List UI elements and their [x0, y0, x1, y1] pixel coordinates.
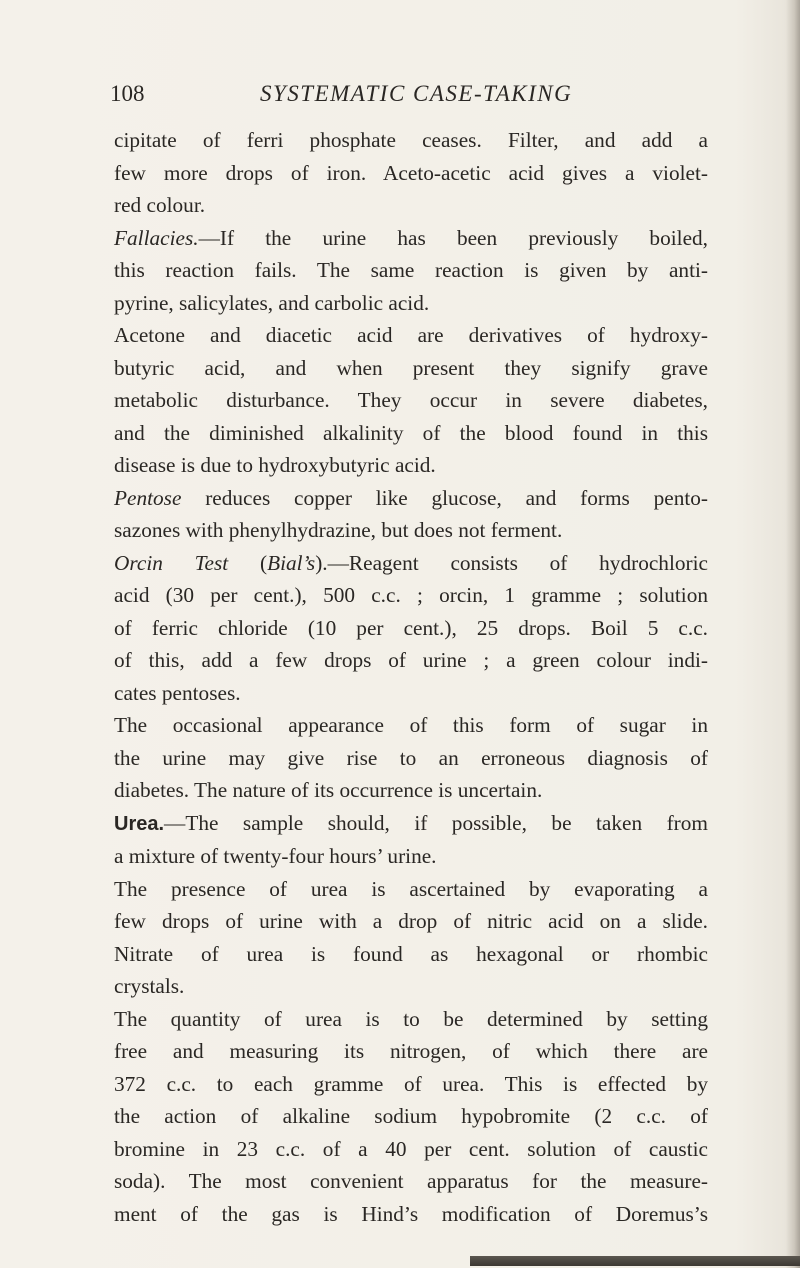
- urea-term: Urea.: [114, 812, 165, 835]
- paragraph-urea: [114, 807, 708, 873]
- text-line: 372 c.c. to each gramme of urea. This is effected by: [114, 1071, 708, 1096]
- page-number: 108: [110, 81, 145, 106]
- scan-edge-bar: [470, 1256, 800, 1266]
- text-line: soda). The most convenient apparatus for the measure-: [114, 1169, 708, 1193]
- text-line: metabolic disturbance. They occur in severe diabetes,: [114, 388, 708, 412]
- text-line: few drops of urine with a drop of nitric acid on a slide.: [114, 909, 708, 933]
- text-run: reduces copper like glucose, and forms pento-: [181, 485, 708, 510]
- text-run: —The sample should, if possible, be taken from: [164, 810, 708, 835]
- text-line: [114, 482, 708, 515]
- orcin-term: Orcin Test: [114, 550, 229, 575]
- text-line: ment of the gas is Hind’s modification of Doremus’s: [114, 1201, 708, 1226]
- text-line: cipitate of ferri phosphate ceases. Filter, and add a: [114, 128, 708, 152]
- text-line: the action of alkaline sodium hypobromite (2 c.c. of: [114, 1104, 708, 1128]
- text-line: crystals.: [114, 974, 185, 998]
- text-line: and the diminished alkalinity of the blood found in this: [114, 420, 708, 445]
- text-line: red colour.: [114, 193, 206, 217]
- paragraph-acetone: [114, 319, 708, 482]
- page-edge-shadow: [786, 0, 800, 1268]
- text-line: acid (30 per cent.), 500 c.c. ; orcin, 1 gramme ; solution: [114, 583, 708, 607]
- text-run: —If the urine has been previously boiled,: [198, 225, 708, 250]
- text-run: ).: [315, 550, 328, 575]
- paragraph-orcin-test: [114, 547, 708, 710]
- text-line: sazones with phenylhydrazine, but does not ferment.: [114, 518, 563, 542]
- paragraph-quantity: [114, 1003, 708, 1231]
- text-line: of ferric chloride (10 per cent.), 25 drops. Boil 5 c.c.: [114, 615, 708, 640]
- text-line: a mixture of twenty-four hours’ urine.: [114, 844, 437, 868]
- paragraph-continuation: [114, 124, 708, 222]
- running-head: [110, 78, 708, 110]
- text-line: the urine may give rise to an erroneous diagnosis of: [114, 745, 708, 770]
- text-line: of this, add a few drops of urine ; a green colour indi-: [114, 648, 708, 672]
- fallacies-term: Fallacies.: [114, 225, 199, 250]
- text-line: The occasional appearance of this form of sugar in: [114, 713, 708, 737]
- bial-name: Bial’s: [267, 550, 316, 575]
- text-line: free and measuring its nitrogen, of which there are: [114, 1039, 708, 1063]
- paragraph-fallacies: [114, 222, 708, 320]
- text-line: diabetes. The nature of its occurrence is uncertain.: [114, 778, 543, 802]
- running-title: SYSTEMATIC CASE-TAKING: [260, 81, 573, 106]
- body-text: [114, 124, 708, 1230]
- text-line: few more drops of iron. Aceto-acetic acid gives a violet-: [114, 160, 708, 185]
- text-line: [114, 807, 708, 841]
- text-run: —Reagent consists of hydrochloric: [327, 550, 708, 575]
- text-line: The quantity of urea is to be determined by setting: [114, 1006, 708, 1031]
- text-line: cates pentoses.: [114, 680, 241, 705]
- text-line: disease is due to hydroxybutyric acid.: [114, 453, 436, 477]
- paragraph-occasional: [114, 709, 708, 807]
- text-line: The presence of urea is ascertained by evaporating a: [114, 876, 708, 901]
- text-line: bromine in 23 c.c. of a 40 per cent. solution of caustic: [114, 1136, 708, 1161]
- text-line: Acetone and diacetic acid are derivatives of hydroxy-: [114, 323, 708, 347]
- paragraph-pentose: [114, 482, 708, 547]
- paragraph-presence: [114, 873, 708, 1003]
- text-run: (: [228, 550, 268, 575]
- text-line: butyric acid, and when present they signify grave: [114, 355, 708, 380]
- text-line: Nitrate of urea is found as hexagonal or rhombic: [114, 941, 708, 966]
- text-line: [114, 222, 708, 255]
- text-line: this reaction fails. The same reaction is given by anti-: [114, 258, 708, 282]
- text-line: [114, 547, 708, 580]
- text-line: pyrine, salicylates, and carbolic acid.: [114, 290, 430, 315]
- pentose-term: Pentose: [114, 485, 182, 510]
